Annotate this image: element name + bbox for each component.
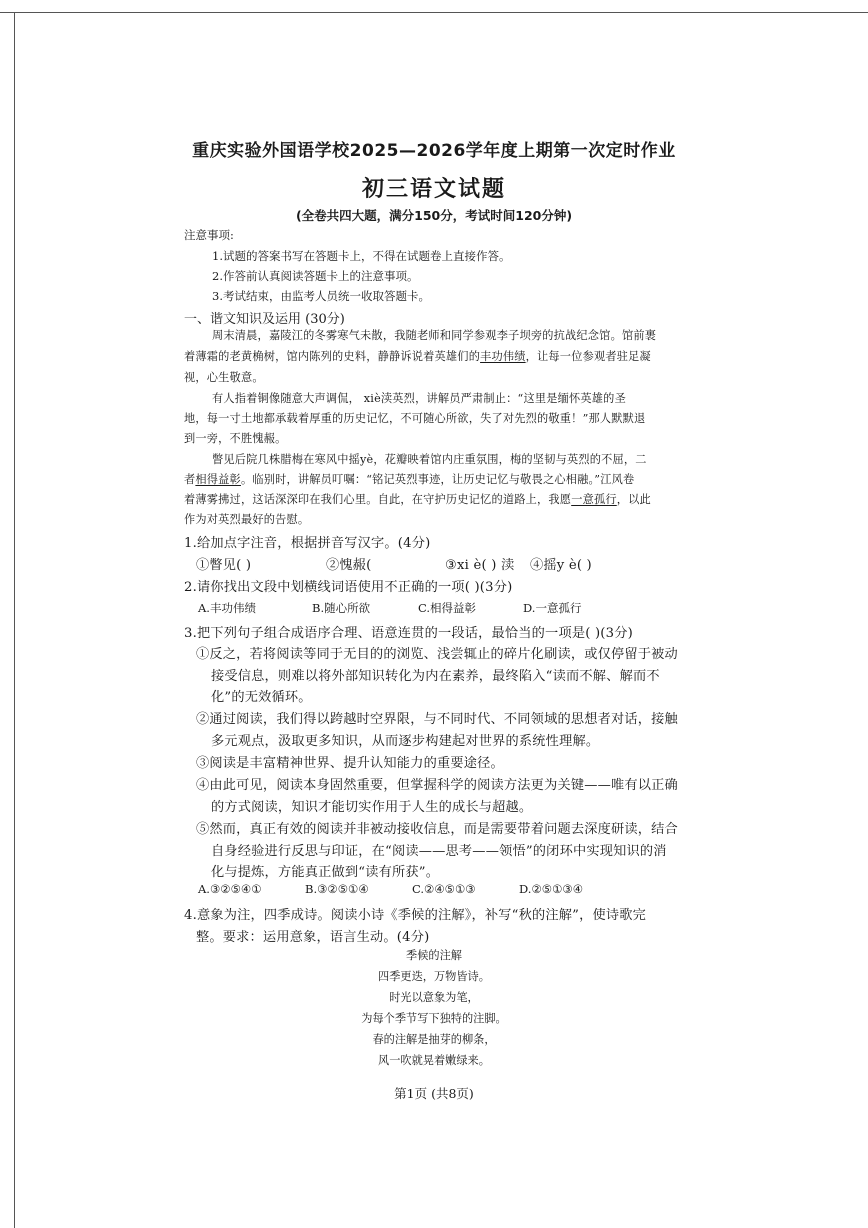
q1-item-4: ④摇y è( ) (530, 558, 592, 573)
q1-item-2: ②愧赧( (326, 558, 372, 573)
question-2-stem: 2.请你找出文段中划横线词语使用不正确的一项( )(3分) (184, 580, 513, 595)
notice-item: 2.作答前认真阅读答题卡上的注意事项。 (212, 269, 419, 283)
underlined-phrase: 一意孤行 (571, 493, 617, 506)
notice-heading: 注意事项: (184, 228, 234, 242)
passage-line: 瞥见后院几株腊梅在寒风中摇yè，花瓣映着馆内庄重氛围，梅的坚韧与英烈的不屈，二 (212, 453, 647, 466)
q3-sentence-line: 化”的无效循环。 (211, 690, 312, 705)
q3-sentence-line: 接受信息，则难以将外部知识转化为内在素养，最终陷入“读而不解、解而不 (211, 669, 660, 684)
school-title: 重庆实验外国语学校2025—2026学年度上期第一次定时作业 (192, 141, 676, 161)
page-number: 第1页 (共8页) (394, 1086, 474, 1101)
question-4-stem: 整。要求：运用意象，语言生动。(4分) (196, 930, 430, 945)
poem-title: 季候的注解 (406, 949, 462, 962)
passage-line: 到一旁，不胜愧赧。 (184, 432, 287, 445)
q3-sentence-line: ②通过阅读，我们得以跨越时空界限，与不同时代、不同领域的思想者对话，接触 (196, 712, 678, 727)
poem-line: 时光以意象为笔， (389, 991, 479, 1004)
poem-line: 四季更迭，万物皆诗。 (378, 970, 490, 983)
passage-line: 地，每一寸土地都承载着厚重的历史记忆，不可随心所欲，失了对先烈的敬重！”那人默默退 (184, 412, 646, 425)
passage-line: 作为对英烈最好的告慰。 (184, 513, 310, 526)
poem-line: 为每个季节写下独特的注脚。 (361, 1012, 507, 1025)
q3-sentence-line: 的方式阅读，知识才能切实作用于人生的成长与超越。 (211, 800, 533, 815)
exam-title: 初三语文试题 (361, 177, 506, 202)
q2-option-a: A.丰功伟绩 (198, 601, 256, 615)
underlined-phrase: 相得益彰 (195, 473, 241, 486)
q3-option-a: A.③②⑤④① (198, 882, 262, 896)
q1-item-3: ③xi è( ) 渎 (445, 558, 515, 573)
passage-line: 有人指着铜像随意大声调侃， xiè渎英烈，讲解员严肃制止：“这里是缅怀英雄的圣 (212, 392, 626, 405)
passage-line: 着薄雾拂过，这话深深印在我们心里。自此，在守护历史记忆的道路上，我愿一意孤行，以此 (184, 493, 651, 506)
q1-item-1: ①瞥见( ) (196, 558, 252, 573)
q3-sentence-line: ①反之，若将阅读等同于无目的的浏览、浅尝辄止的碎片化刷读，或仅停留于被动 (196, 647, 678, 662)
passage-line: 着薄霜的老黄桷树，馆内陈列的史料，静静诉说着英雄们的丰功伟绩，让每一位参观者驻足凝 (184, 350, 651, 363)
q3-sentence-line: 多元观点，汲取更多知识，从而逐步构建起对世界的系统性理解。 (211, 734, 600, 749)
page-border-top (0, 12, 868, 13)
q3-sentence-line: ⑤然而，真正有效的阅读并非被动接收信息，而是需要带着问题去深度研读，结合 (196, 822, 678, 837)
q3-sentence-line: 化与提炼，方能真正做到“读有所获”。 (211, 865, 440, 880)
q3-sentence-line: 自身经验进行反思与印证，在“阅读——思考——领悟”的闭环中实现知识的消 (211, 844, 667, 859)
underlined-phrase: 丰功伟绩 (480, 350, 526, 363)
notice-item: 3.考试结束，由监考人员统一收取答题卡。 (212, 289, 430, 303)
passage-line: 周末清晨，嘉陵江的冬雾寒气未散，我随老师和同学参观李子坝旁的抗战纪念馆。馆前裹 (212, 329, 657, 342)
q3-option-b: B.③②⑤①④ (305, 882, 369, 896)
passage-line: 者相得益彰。临别时，讲解员叮嘱：“铭记英烈事迹，让历史记忆与敬畏之心相融。”江风卷 (184, 473, 635, 486)
q3-sentence-line: ③阅读是丰富精神世界、提升认知能力的重要途径。 (196, 756, 504, 771)
question-3-stem: 3.把下列句子组合成语序合理、语意连贯的一段话，最恰当的一项是( )(3分) (184, 626, 633, 641)
poem-line: 春的注解是抽芽的柳条， (372, 1033, 496, 1046)
notice-item: 1.试题的答案书写在答题卡上，不得在试题卷上直接作答。 (212, 249, 511, 263)
q2-option-b: B.随心所欲 (312, 601, 371, 615)
q3-sentence-line: ④由此可见，阅读本身固然重要，但掌握科学的阅读方法更为关键——唯有以正确 (196, 778, 678, 793)
q3-option-d: D.②⑤①③④ (519, 882, 584, 896)
q2-option-c: C.相得益彰 (418, 601, 477, 615)
q2-option-d: D.一意孤行 (523, 601, 582, 615)
exam-info: (全卷共四大题，满分150分，考试时间120分钟) (295, 208, 573, 223)
poem-line: 风一吹就晃着嫩绿来。 (378, 1054, 490, 1067)
section-heading: 一、谐文知识及运用 (30分) (184, 312, 345, 327)
q3-option-c: C.②④⑤①③ (412, 882, 476, 896)
passage-line: 视，心生敬意。 (184, 371, 264, 384)
question-1-stem: 1.给加点字注音，根据拼音写汉字。(4分) (184, 536, 431, 551)
question-4-stem: 4.意象为注，四季成诗。阅读小诗《季候的注解》，补写“秋的注解”，使诗歌完 (184, 908, 647, 923)
